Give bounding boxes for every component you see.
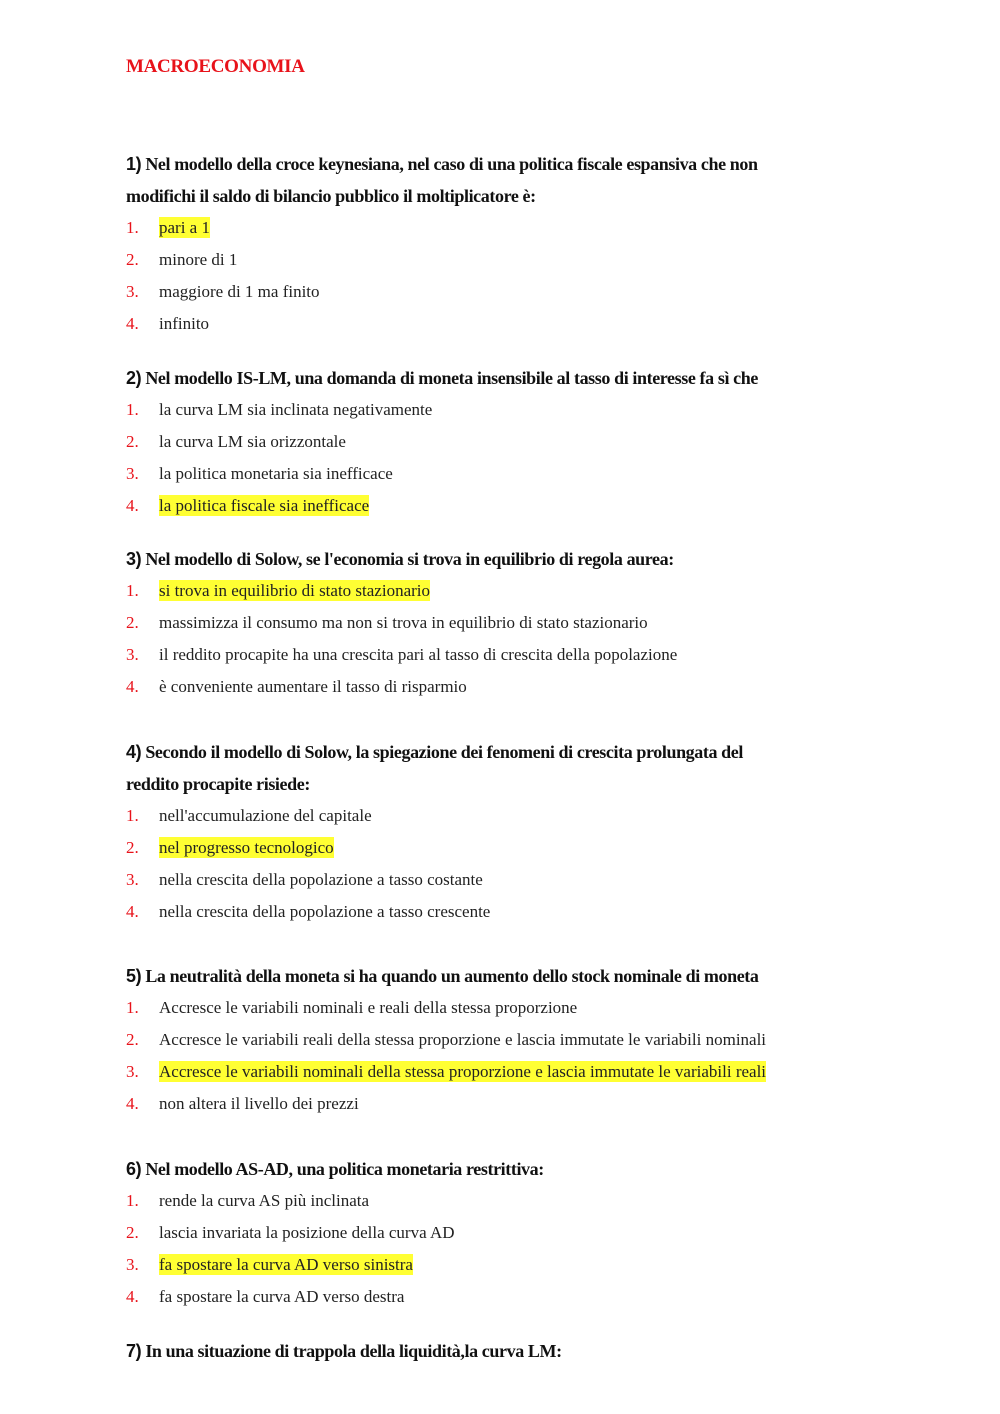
answer-option (126, 1217, 866, 1249)
answer-option-correct (126, 1249, 866, 1281)
question-number: 3) (126, 549, 142, 569)
document-title: MACROECONOMIA (126, 56, 305, 77)
option-number: 2. (126, 838, 139, 857)
option-number: 3. (126, 1255, 139, 1274)
option-text: fa spostare la curva AD verso sinistra (159, 1255, 413, 1274)
question-prompt: Nel modello IS-LM, una domanda di moneta insensibile al tasso di interesse fa sì che (141, 368, 758, 388)
answer-options (126, 212, 786, 340)
answer-option-correct (126, 490, 866, 522)
option-text: è conveniente aumentare il tasso di risparmio (159, 677, 467, 696)
answer-option (126, 671, 866, 703)
option-text: lascia invariata la posizione della curva AD (159, 1223, 455, 1242)
option-text: Accresce le variabili nominali della stessa proporzione e lascia immutate le variabili reali (159, 1062, 767, 1081)
question-3 (126, 543, 866, 703)
answer-option (126, 244, 786, 276)
option-text: si trova in equilibrio di stato stazionario (159, 581, 431, 600)
option-number: 4. (126, 1094, 139, 1113)
answer-option-correct (126, 832, 746, 864)
question-7 (126, 1335, 866, 1367)
option-text: nella crescita della popolazione a tasso costante (159, 870, 483, 889)
answer-options (126, 1185, 866, 1313)
option-text: nella crescita della popolazione a tasso crescente (159, 902, 491, 921)
option-number: 4. (126, 1287, 139, 1306)
option-text: il reddito procapite ha una crescita pari al tasso di crescita della popolazione (159, 645, 678, 664)
option-number: 4. (126, 677, 139, 696)
answer-option (126, 864, 746, 896)
question-text (126, 362, 866, 394)
question-text (126, 1153, 866, 1185)
question-text (126, 960, 866, 992)
answer-option (126, 1088, 866, 1120)
answer-option-correct (126, 1056, 866, 1088)
option-number: 2. (126, 1223, 139, 1242)
option-number: 1. (126, 806, 139, 825)
question-prompt: Nel modello di Solow, se l'economia si trova in equilibrio di regola aurea: (141, 549, 674, 569)
answer-option (126, 308, 786, 340)
question-number: 2) (126, 368, 142, 388)
option-text: Accresce le variabili reali della stessa proporzione e lascia immutate le variabili nominali (159, 1030, 767, 1049)
option-number: 2. (126, 1030, 139, 1049)
question-6 (126, 1153, 866, 1313)
option-text: maggiore di 1 ma finito (159, 282, 320, 301)
answer-option (126, 607, 866, 639)
question-2 (126, 362, 866, 522)
answer-option (126, 276, 786, 308)
option-number: 1. (126, 581, 139, 600)
option-number: 1. (126, 400, 139, 419)
option-number: 3. (126, 645, 139, 664)
question-text (126, 543, 866, 575)
answer-options (126, 800, 746, 928)
question-number: 7) (126, 1341, 142, 1361)
option-number: 2. (126, 250, 139, 269)
option-number: 4. (126, 496, 139, 515)
option-number: 3. (126, 870, 139, 889)
option-number: 4. (126, 314, 139, 333)
option-text: non altera il livello dei prezzi (159, 1094, 359, 1113)
question-4 (126, 736, 746, 928)
question-prompt: Secondo il modello di Solow, la spiegazione dei fenomeni di crescita prolungata del reddito procapite risiede: (126, 742, 743, 794)
question-prompt: Nel modello della croce keynesiana, nel caso di una politica fiscale espansiva che non modifichi il saldo di bilancio pubblico il moltiplicatore è: (126, 154, 758, 206)
option-number: 2. (126, 432, 139, 451)
question-number: 1) (126, 154, 142, 174)
question-text (126, 148, 786, 212)
answer-options (126, 992, 866, 1120)
answer-option (126, 426, 866, 458)
answer-options (126, 394, 866, 522)
option-text: la curva LM sia inclinata negativamente (159, 400, 433, 419)
question-1 (126, 148, 786, 340)
option-number: 3. (126, 464, 139, 483)
option-text: infinito (159, 314, 210, 333)
option-text: fa spostare la curva AD verso destra (159, 1287, 405, 1306)
option-text: nel progresso tecnologico (159, 838, 334, 857)
answer-option-correct (126, 575, 866, 607)
question-number: 6) (126, 1159, 142, 1179)
answer-option (126, 1281, 866, 1313)
question-text (126, 1335, 866, 1367)
answer-option (126, 639, 866, 671)
answer-option (126, 1024, 866, 1056)
option-text: pari a 1 (159, 218, 210, 237)
option-number: 3. (126, 1062, 139, 1081)
option-number: 4. (126, 902, 139, 921)
answer-option-correct (126, 212, 786, 244)
question-prompt: Nel modello AS-AD, una politica monetaria restrittiva: (141, 1159, 544, 1179)
question-number: 5) (126, 966, 142, 986)
option-number: 1. (126, 998, 139, 1017)
answer-option (126, 896, 746, 928)
answer-options (126, 575, 866, 703)
option-number: 2. (126, 613, 139, 632)
option-number: 3. (126, 282, 139, 301)
answer-option (126, 992, 866, 1024)
option-text: la politica fiscale sia inefficace (159, 496, 370, 515)
answer-option (126, 394, 866, 426)
option-number: 1. (126, 1191, 139, 1210)
answer-option (126, 458, 866, 490)
question-text (126, 736, 746, 800)
option-text: la curva LM sia orizzontale (159, 432, 346, 451)
question-prompt: La neutralità della moneta si ha quando un aumento dello stock nominale di moneta (141, 966, 759, 986)
option-text: nell'accumulazione del capitale (159, 806, 372, 825)
option-text: Accresce le variabili nominali e reali della stessa proporzione (159, 998, 578, 1017)
question-5 (126, 960, 866, 1120)
question-number: 4) (126, 742, 142, 762)
option-text: massimizza il consumo ma non si trova in equilibrio di stato stazionario (159, 613, 648, 632)
option-text: minore di 1 (159, 250, 238, 269)
option-text: rende la curva AS più inclinata (159, 1191, 370, 1210)
question-prompt: In una situazione di trappola della liquidità,la curva LM: (141, 1341, 562, 1361)
answer-option (126, 1185, 866, 1217)
answer-option (126, 800, 746, 832)
option-text: la politica monetaria sia inefficace (159, 464, 393, 483)
option-number: 1. (126, 218, 139, 237)
